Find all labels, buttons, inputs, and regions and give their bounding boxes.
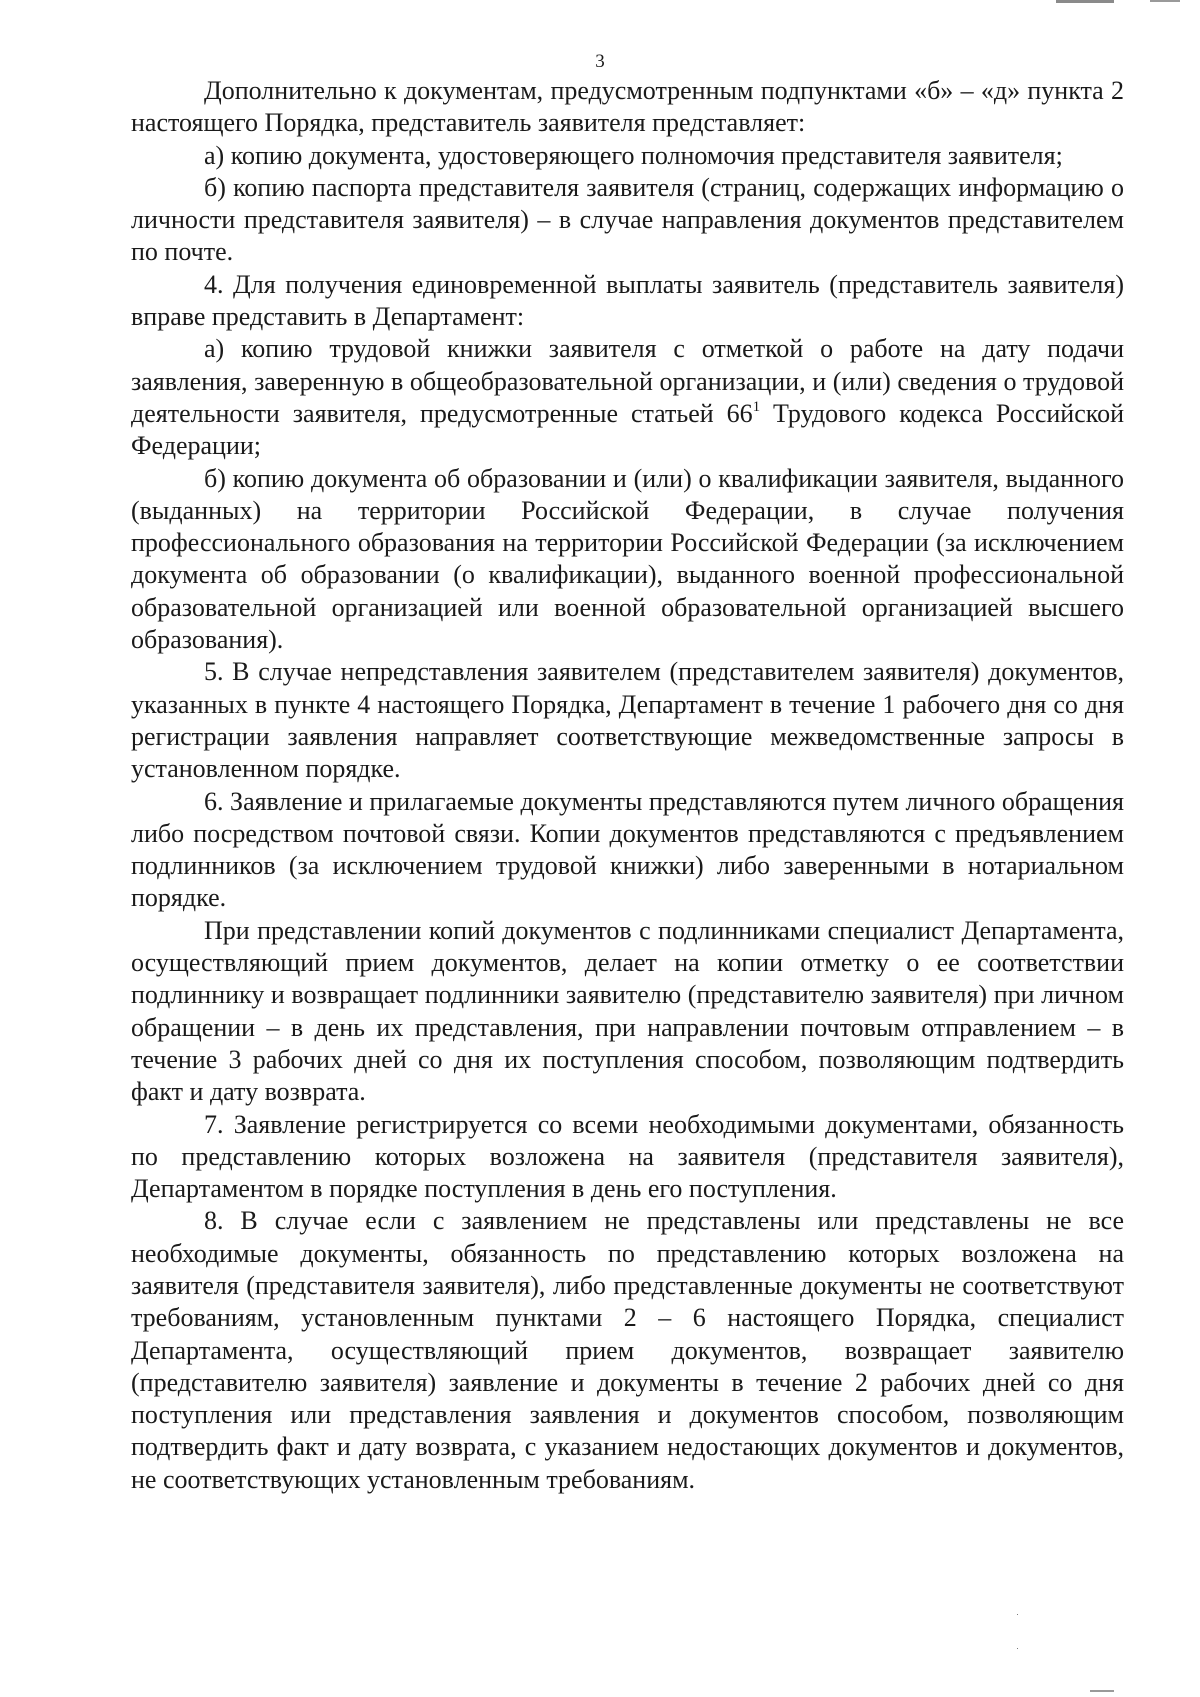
scan-artifact: [1056, 0, 1114, 3]
paragraph-item-6-continuation: При представлении копий документов с подлинниками специалист Департамента, осуществляющий прием документов, делает на копии отметку о ее соответствии подлиннику и возвращает подлинники заявителю (представителю заявителя) при личном обращении – в день их представления, при направлении почтовым отправлением – в течение 3 рабочих дней со дня их поступления способом, позволяющим подтвердить факт и дату возврата.: [131, 915, 1124, 1107]
document-body: [131, 75, 1124, 1496]
paragraph-item-4-a: [131, 333, 1124, 462]
paragraph-item-7: 7. Заявление регистрируется со всеми необходимыми документами, обязанность по представлению которых возложена на заявителя (представителя заявителя), Департаментом в порядке поступления в день его поступления.: [131, 1109, 1124, 1204]
page-number: 3: [595, 51, 605, 72]
paragraph-item-4-a-ending: Трудового кодекса Российской Федерации;: [131, 398, 1124, 461]
paragraph-item-5: 5. В случае непредставления заявителем (представителем заявителя) документов, указанных в пункте 4 настоящего Порядка, Департамент в течение 1 рабочего дня со дня регистрации заявления направляет соответствующие межведомственные запросы в установленном порядке.: [131, 657, 1124, 784]
paragraph-item-4-a-text: а) копию трудовой книжки заявителя с отметкой о работе на дату подачи заявления, заверенную в общеобразовательной организации, и (или) сведения о трудовой деятельности заявителя, предусмотренные статьей 66: [131, 334, 1124, 428]
paragraph-subitem-b-passport-copy: б) копию паспорта представителя заявителя (страниц, содержащих информацию о личности представителя заявителя) – в случае направления документов представителем по почте.: [131, 172, 1124, 267]
article-superscript: 1: [752, 398, 761, 415]
paragraph-item-4: 4. Для получения единовременной выплаты заявитель (представитель заявителя) вправе представить в Департамент:: [131, 269, 1124, 332]
scan-artifact: [1090, 1690, 1114, 1692]
paragraph-item-6: 6. Заявление и прилагаемые документы представляются путем личного обращения либо посредством почтовой связи. Копии документов представляются с предъявлением подлинников (за исключением трудовой книжки) либо заверенными в нотариальном порядке.: [131, 786, 1124, 913]
paragraph-item-8: 8. В случае если с заявлением не представлены или представлены не все необходимые документы, обязанность по представлению которых возложена на заявителя (представителя заявителя), либо представленные документы не соответствуют требованиям, установленным пунктами 2 – 6 настоящего Порядка, специалист Департамента, осуществляющий прием документов, возвращает заявителю (представителю заявителя) заявление и документы в течение 2 рабочих дней со дня поступления или представления заявления и документов способом, позволяющим подтвердить факт и дату возврата, с указанием недостающих документов и документов, не соответствующих установленным требованиям.: [131, 1206, 1124, 1494]
paragraph-subitem-a-authority-copy: а) копию документа, удостоверяющего полномочия представителя заявителя;: [204, 140, 1063, 170]
scan-artifact: [1017, 1648, 1018, 1649]
scan-artifact: [1150, 0, 1180, 2]
paragraph-item-4-b: б) копию документа об образовании и (или) о квалификации заявителя, выданного (выданных) на территории Российской Федерации, в случае получения профессионального образования на территории Российской Федерации (за исключением документа об образовании (о квалификации), выданного военной профессиональной образовательной организацией или военной образовательной организацией высшего образования).: [131, 463, 1124, 655]
scan-artifact: [1017, 1614, 1018, 1615]
paragraph-representative-documents-intro: Дополнительно к документам, предусмотренным подпунктами «б» – «д» пункта 2 настоящего Порядка, представитель заявителя представляет:: [131, 76, 1124, 138]
